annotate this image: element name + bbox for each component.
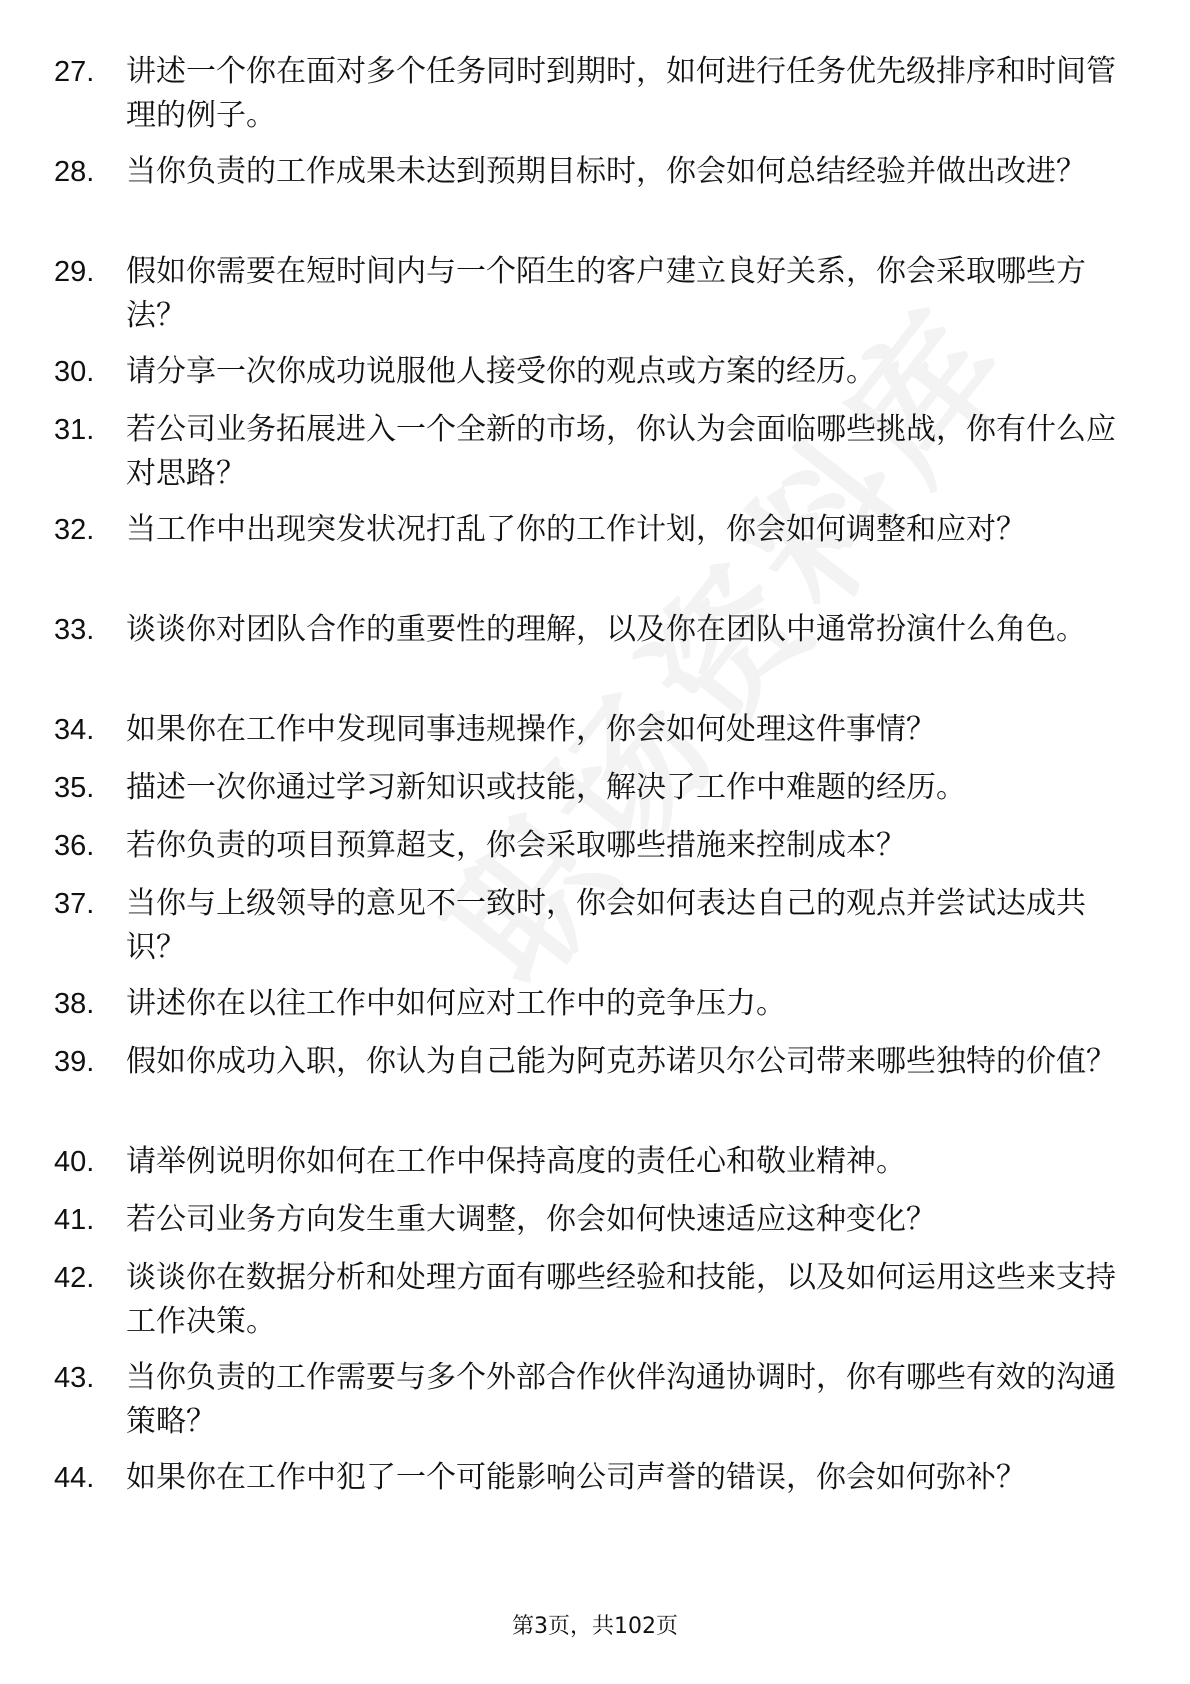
question-item bbox=[54, 1040, 1134, 1084]
question-text: 描述一次你通过学习新知识或技能，解决了工作中难题的经历。 bbox=[126, 770, 966, 805]
question-item bbox=[54, 1356, 1134, 1444]
question-number: 35. bbox=[54, 772, 95, 804]
question-number: 43. bbox=[54, 1362, 95, 1394]
question-number: 44. bbox=[54, 1462, 95, 1494]
question-text: 讲述一个你在面对多个任务同时到期时，如何进行任务优先级排序和时间管理的例子。 bbox=[126, 54, 1116, 133]
question-number: 28. bbox=[54, 156, 95, 188]
question-text: 讲述你在以往工作中如何应对工作中的竞争压力。 bbox=[126, 986, 786, 1021]
question-number: 33. bbox=[54, 614, 95, 646]
question-text: 请分享一次你成功说服他人接受你的观点或方案的经历。 bbox=[126, 354, 876, 389]
question-number: 27. bbox=[54, 56, 95, 88]
question-number: 40. bbox=[54, 1146, 95, 1178]
question-text: 请举例说明你如何在工作中保持高度的责任心和敬业精神。 bbox=[126, 1144, 906, 1179]
question-item bbox=[54, 350, 1134, 394]
question-item bbox=[54, 1198, 1134, 1242]
question-item bbox=[54, 50, 1134, 138]
question-item bbox=[54, 150, 1134, 194]
question-item bbox=[54, 250, 1134, 338]
question-text: 当你负责的工作成果未达到预期目标时，你会如何总结经验并做出改进？ bbox=[126, 154, 1086, 189]
question-item bbox=[54, 766, 1134, 810]
question-text: 假如你需要在短时间内与一个陌生的客户建立良好关系，你会采取哪些方法？ bbox=[126, 254, 1086, 333]
question-number: 30. bbox=[54, 356, 95, 388]
question-item bbox=[54, 1456, 1134, 1500]
question-number: 42. bbox=[54, 1262, 95, 1294]
question-number: 41. bbox=[54, 1204, 95, 1236]
question-item bbox=[54, 982, 1134, 1026]
question-number: 31. bbox=[54, 414, 95, 446]
page-footer: 第3页，共102页 bbox=[512, 1614, 678, 1639]
question-text: 假如你成功入职，你认为自己能为阿克苏诺贝尔公司带来哪些独特的价值？ bbox=[126, 1044, 1116, 1079]
question-number: 32. bbox=[54, 514, 95, 546]
question-text: 若公司业务拓展进入一个全新的市场，你认为会面临哪些挑战，你有什么应对思路？ bbox=[126, 412, 1116, 491]
question-item bbox=[54, 408, 1134, 496]
question-number: 36. bbox=[54, 830, 95, 862]
question-number: 39. bbox=[54, 1046, 95, 1078]
question-number: 38. bbox=[54, 988, 95, 1020]
question-number: 34. bbox=[54, 714, 95, 746]
question-number: 37. bbox=[54, 888, 95, 920]
question-text: 当你与上级领导的意见不一致时，你会如何表达自己的观点并尝试达成共识？ bbox=[126, 886, 1086, 965]
question-item bbox=[54, 708, 1134, 752]
question-text: 谈谈你对团队合作的重要性的理解，以及你在团队中通常扮演什么角色。 bbox=[126, 612, 1086, 647]
question-item bbox=[54, 608, 1134, 652]
question-item bbox=[54, 508, 1134, 552]
question-item bbox=[54, 882, 1134, 970]
question-text: 若公司业务方向发生重大调整，你会如何快速适应这种变化？ bbox=[126, 1202, 936, 1237]
question-item bbox=[54, 824, 1134, 868]
question-text: 当工作中出现突发状况打乱了你的工作计划，你会如何调整和应对？ bbox=[126, 512, 1026, 547]
question-text: 当你负责的工作需要与多个外部合作伙伴沟通协调时，你有哪些有效的沟通策略？ bbox=[126, 1360, 1116, 1439]
question-text: 若你负责的项目预算超支，你会采取哪些措施来控制成本？ bbox=[126, 828, 906, 863]
question-text: 如果你在工作中发现同事违规操作，你会如何处理这件事情？ bbox=[126, 712, 936, 747]
question-item bbox=[54, 1256, 1134, 1344]
question-text: 如果你在工作中犯了一个可能影响公司声誉的错误，你会如何弥补？ bbox=[126, 1460, 1026, 1495]
question-text: 谈谈你在数据分析和处理方面有哪些经验和技能，以及如何运用这些来支持工作决策。 bbox=[126, 1260, 1116, 1339]
question-number: 29. bbox=[54, 256, 95, 288]
question-item bbox=[54, 1140, 1134, 1184]
